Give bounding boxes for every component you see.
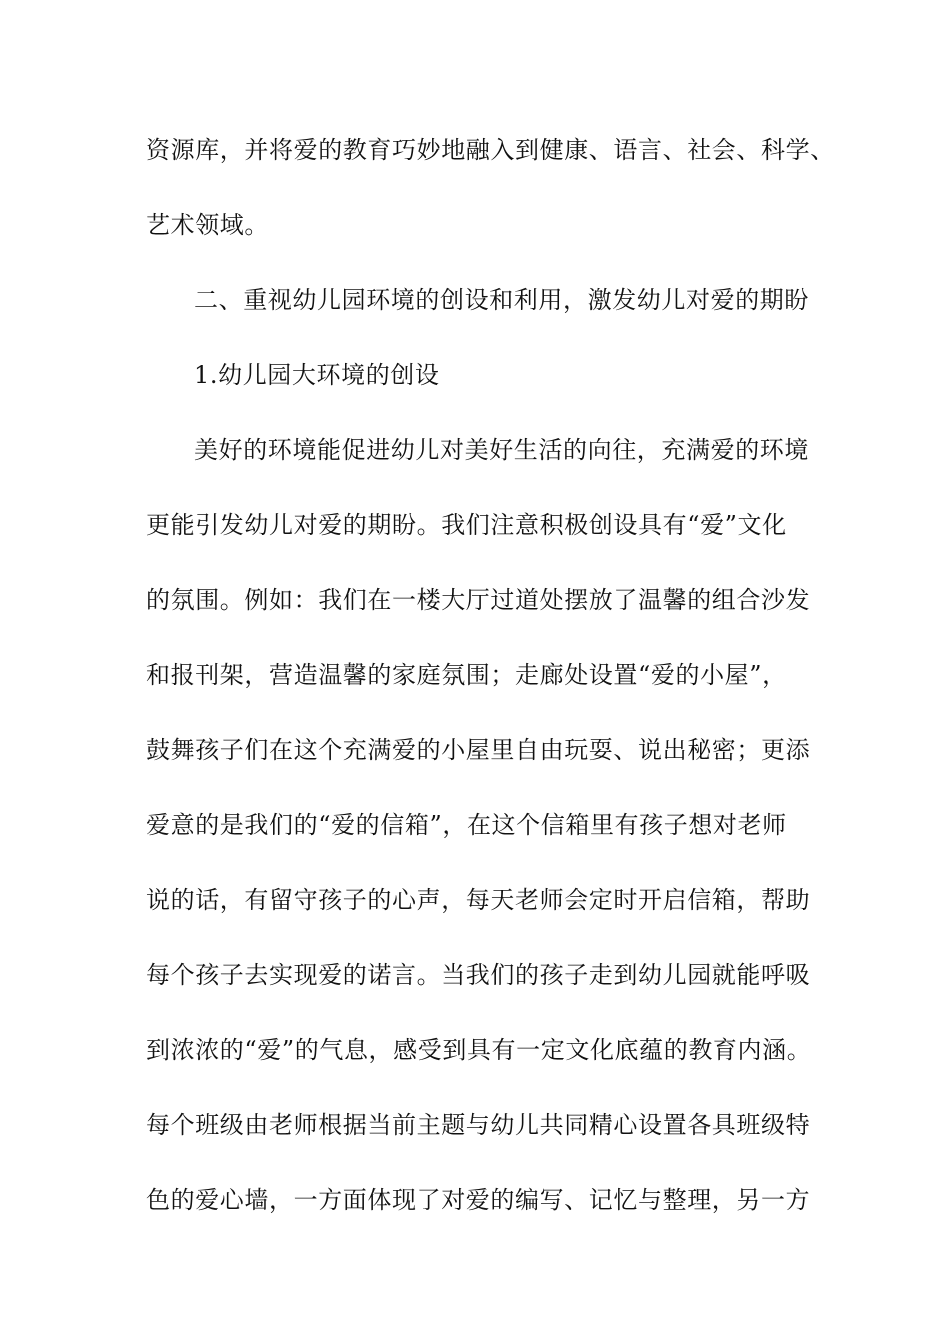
paragraph-line: 的氛围。例如：我们在一楼大厅过道处摆放了温馨的组合沙发 [146,586,811,614]
paragraph-line: 到浓浓的“爱”的气息，感受到具有一定文化底蕴的教育内涵。 [146,1036,812,1064]
paragraph-line: 和报刊架，营造温馨的家庭氛围；走廊处设置“爱的小屋”， [146,661,787,689]
paragraph-line: 鼓舞孩子们在这个充满爱的小屋里自由玩耍、说出秘密；更添 [146,736,811,764]
paragraph-line: 美好的环境能促进幼儿对美好生活的向往，充满爱的环境 [194,436,809,464]
paragraph-line: 每个班级由老师根据当前主题与幼儿共同精心设置各具班级特 [146,1111,811,1139]
paragraph-line: 艺术领域。 [146,211,269,239]
paragraph-line: 说的话，有留守孩子的心声，每天老师会定时开启信箱，帮助 [146,886,811,914]
subsection-heading: 1.幼儿园大环境的创设 [194,361,440,389]
paragraph-line: 资源库，并将爱的教育巧妙地融入到健康、语言、社会、科学、 [146,136,835,164]
section-heading: 二、重视幼儿园环境的创设和利用，激发幼儿对爱的期盼 [194,286,809,314]
paragraph-line: 更能引发幼儿对爱的期盼。我们注意积极创设具有“爱”文化 [146,511,787,539]
paragraph-line: 色的爱心墙，一方面体现了对爱的编写、记忆与整理，另一方 [146,1186,811,1214]
paragraph-line: 爱意的是我们的“爱的信箱”，在这个信箱里有孩子想对老师 [146,811,787,839]
paragraph-line: 每个孩子去实现爱的诺言。当我们的孩子走到幼儿园就能呼吸 [146,961,811,989]
